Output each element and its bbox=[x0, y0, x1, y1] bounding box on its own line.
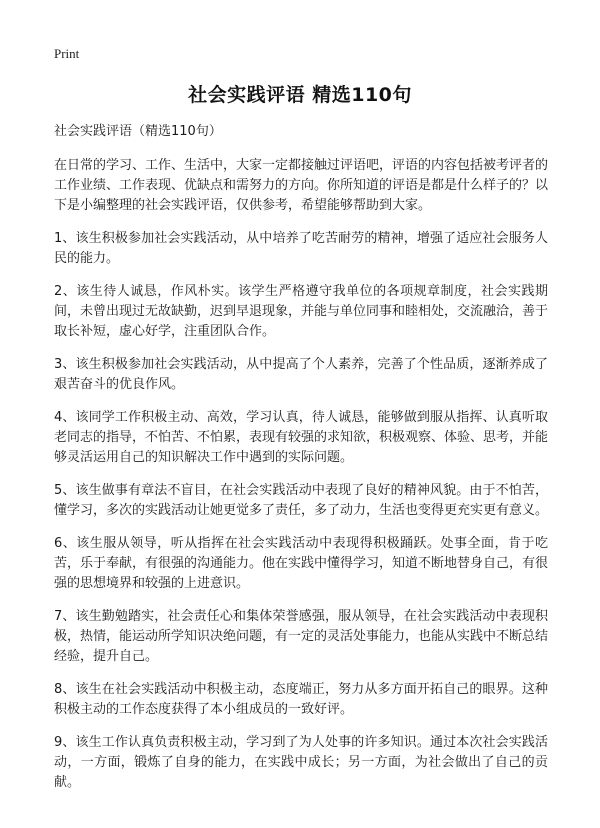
document-body bbox=[54, 122, 548, 806]
intro-paragraph: 在日常的学习、工作、生活中，大家一定都接触过评语吧，评语的内容包括被考评者的工作业绩、工作表现、优缺点和需努力的方向。你所知道的评语是都是什么样子的？以下是小编整理的社会实践评语，仅供参考，希望能够帮助到大家。 bbox=[54, 158, 549, 213]
comment-paragraph: 5、该生做事有章法不盲目，在社会实践活动中表现了良好的精神风貌。由于不怕苦，懂学习，多次的实践活动让她更觉多了责任，多了动力，生活也变得更充实更有意义。 bbox=[54, 483, 549, 518]
comment-paragraph: 4、该同学工作积极主动、高效，学习认真，待人诚恳，能够做到服从指挥、认真听取老同志的指导，不怕苦、不怕累，表现有较强的求知欲，积极观察、体验、思考，并能够灵活运用自己的知识解决工作中遇到的实际问题。 bbox=[54, 410, 549, 465]
comment-paragraph: 8、该生在社会实践活动中积极主动，态度端正，努力从多方面开拓自己的眼界。这种积极主动的工作态度获得了本小组成员的一致好评。 bbox=[54, 682, 548, 717]
comment-paragraph: 7、该生勤勉踏实，社会责任心和集体荣誉感强，服从领导，在社会实践活动中表现积极，热情，能运动所学知识决绝问题，有一定的灵活处事能力，也能从实践中不断总结经验，提升自己。 bbox=[54, 609, 549, 664]
print-link[interactable]: Print bbox=[54, 46, 80, 61]
document-subtitle: 社会实践评语（精选110句） bbox=[54, 124, 222, 139]
comment-paragraph: 1、该生积极参加社会实践活动，从中培养了吃苦耐劳的精神，增强了适应社会服务人民的能力。 bbox=[54, 231, 548, 266]
page-title: 社会实践评语 精选110句 bbox=[188, 84, 412, 106]
comment-paragraph: 2、该生待人诚恳，作风朴实。该学生严格遵守我单位的各项规章制度，社会实践期间，未曾出现过无故缺勤，迟到早退现象，并能与单位同事和睦相处，交流融洽，善于取长补短，虚心好学，注重团队合作。 bbox=[54, 284, 549, 339]
comment-paragraph: 9、该生工作认真负责积极主动，学习到了为人处事的许多知识。通过本次社会实践活动，一方面，锻炼了自身的能力，在实践中成长；另一方面，为社会做出了自己的贡献。 bbox=[54, 735, 548, 790]
comment-paragraph: 3、该生积极参加社会实践活动，从中提高了个人素养，完善了个性品质，逐渐养成了艰苦奋斗的优良作风。 bbox=[54, 357, 548, 392]
comment-paragraph: 6、该生服从领导，听从指挥在社会实践活动中表现得积极踊跃。处事全面，肯于吃苦，乐于奉献，有很强的沟通能力。他在实践中懂得学习，知道不断地替身自己，有很强的思想境界和较强的上进意识。 bbox=[54, 536, 549, 591]
